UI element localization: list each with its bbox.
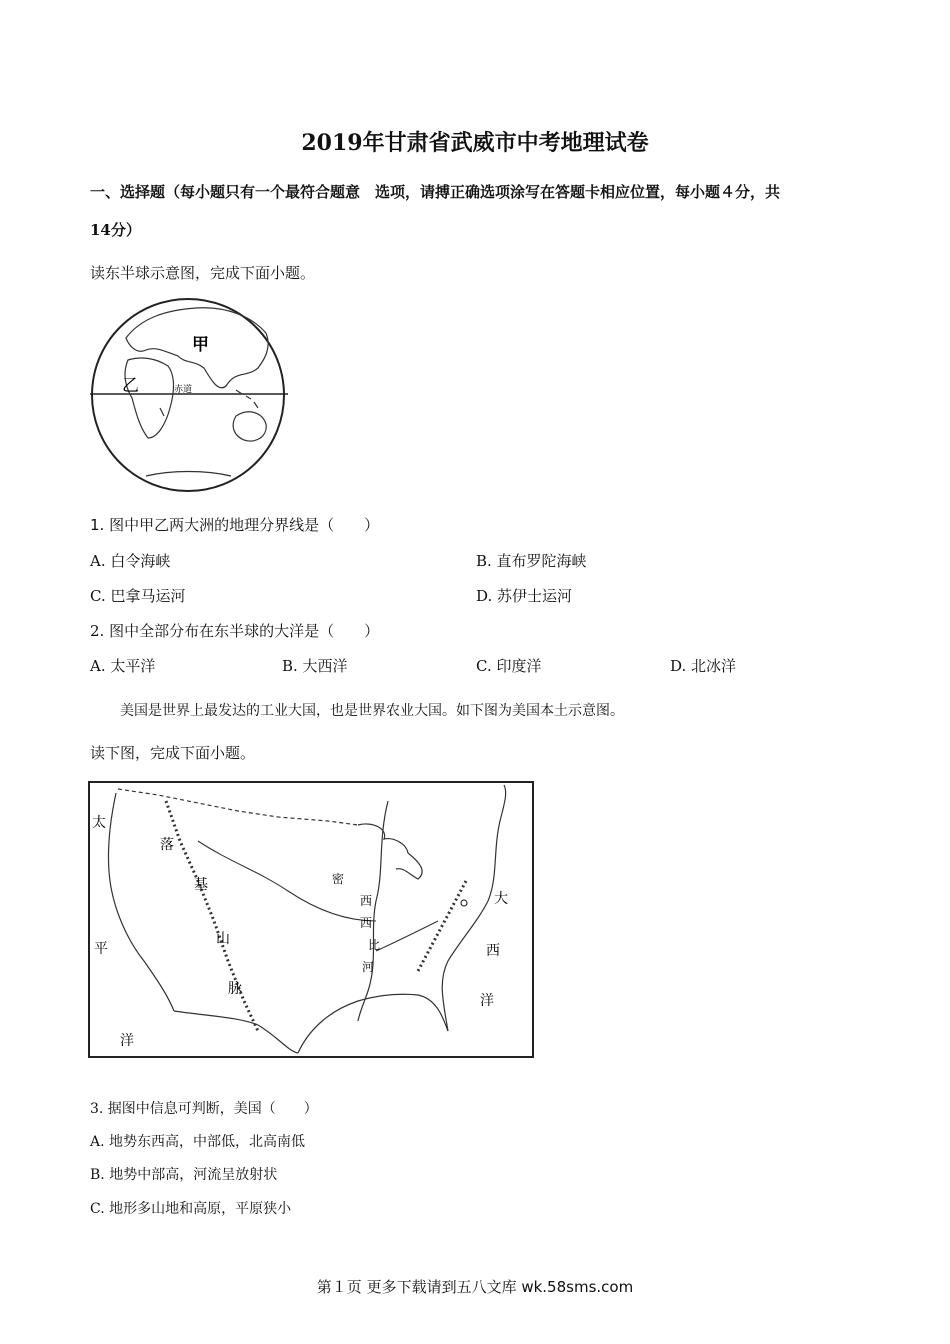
- intro-text-1: 读东半球示意图，完成下面小题。: [90, 264, 316, 282]
- pacific-char-1: 太: [92, 815, 106, 831]
- eastern-hemisphere-map: [86, 298, 292, 498]
- section-heading-cont: 14分）: [90, 221, 141, 239]
- q2-option-c[interactable]: C. 印度洋: [476, 657, 542, 675]
- question-2-stem: 2. 图中全部分布在东半球的大洋是（ ）: [90, 622, 380, 640]
- question-3-stem: 3. 据图中信息可判断，美国（ ）: [90, 1101, 318, 1117]
- section-heading: 一、选择题（每小题只有一个最符合题意 选项，请搏正确选项涂写在答题卡相应位置，每小题４分，共: [90, 183, 781, 201]
- mississippi-char-1: 密: [332, 872, 345, 886]
- q2-option-a[interactable]: A. 太平洋: [90, 657, 156, 675]
- rocky-char-4: 脉: [228, 981, 242, 997]
- mississippi-char-2: 西: [360, 894, 373, 908]
- page-title: 2019年甘肃省武威市中考地理试卷: [301, 130, 649, 156]
- intro-text-2: 读下图，完成下面小题。: [90, 744, 256, 762]
- q1-option-d[interactable]: D. 苏伊士运河: [476, 587, 573, 605]
- label-yi: 乙: [122, 376, 139, 396]
- q3-option-b[interactable]: B. 地势中部高，河流呈放射状: [90, 1167, 278, 1183]
- q1-option-c[interactable]: C. 巴拿马运河: [90, 587, 186, 605]
- q3-option-c[interactable]: C. 地形多山地和高原，平原狭小: [90, 1201, 292, 1217]
- label-equator: 赤道: [174, 385, 193, 395]
- page-footer: 第１页 更多下载请到五八文库 wk.58sms.com: [316, 1278, 634, 1296]
- rocky-char-1: 落: [160, 837, 174, 853]
- rocky-char-3: 山: [216, 931, 230, 947]
- usa-map: [88, 781, 534, 1059]
- pacific-char-2: 平: [94, 941, 108, 957]
- pacific-char-3: 洋: [120, 1033, 134, 1049]
- q2-option-d[interactable]: D. 北冰洋: [670, 657, 737, 675]
- q3-option-a[interactable]: A. 地势东西高，中部低，北高南低: [90, 1134, 306, 1150]
- passage-text: 美国是世界上最发达的工业大国，也是世界农业大国。如下图为美国本土示意图。: [120, 703, 624, 719]
- q2-option-b[interactable]: B. 大西洋: [282, 657, 348, 675]
- label-jia: 甲: [192, 335, 209, 355]
- q1-option-b[interactable]: B. 直布罗陀海峡: [476, 552, 587, 570]
- q1-option-a[interactable]: A. 白令海峡: [90, 552, 171, 570]
- atlantic-char-3: 洋: [480, 993, 494, 1009]
- atlantic-char-2: 西: [486, 943, 500, 959]
- rocky-char-2: 基: [194, 877, 208, 893]
- question-1-stem: 1. 图中甲乙两大洲的地理分界线是（ ）: [90, 516, 380, 534]
- mississippi-char-4: 比: [368, 938, 381, 952]
- mississippi-char-5: 河: [362, 960, 375, 974]
- atlantic-char-1: 大: [494, 891, 508, 907]
- mississippi-char-3: 西: [360, 916, 373, 930]
